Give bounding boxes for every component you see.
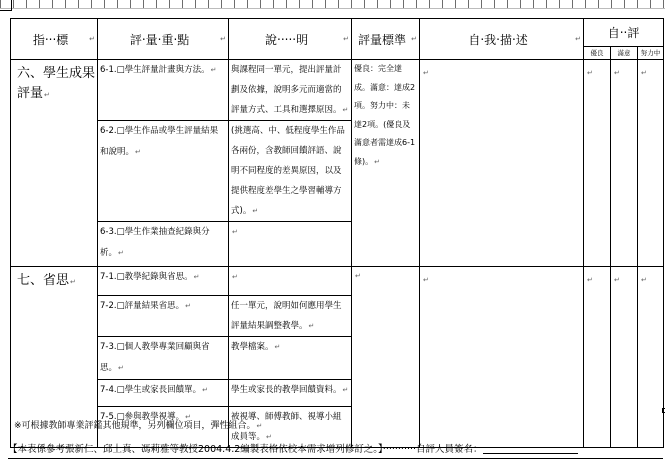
- self-eval-7-satisfactory[interactable]: ↵: [611, 267, 638, 448]
- criteria-7-3: 7-3.□個人教學專業回顧與省思。↵: [98, 337, 229, 380]
- header-criteria: 評‧量‧重‧點 ↵: [98, 19, 229, 60]
- header-standard: 評量標準 ↵: [352, 19, 420, 60]
- criteria-7-5: 7-5.□參與教學視導。↵: [98, 407, 229, 448]
- self-eval-6-excellent[interactable]: ↵: [584, 60, 611, 267]
- criteria-7-2: 7-2.□評量結果省思。↵: [98, 296, 229, 337]
- indicator-section-7: 七、省思↵: [11, 267, 98, 448]
- description-7-3: 教學檔案。↵: [229, 337, 352, 380]
- description-7-4: 學生或家長的教學回饋資料。↵: [229, 380, 352, 407]
- indicator-section-6: 六、學生成果評量↵: [11, 60, 98, 267]
- header-satisfactory: 滿意: [611, 47, 638, 60]
- self-eval-6-needs-work[interactable]: ↵: [638, 60, 664, 267]
- standard-section-7: ↵: [352, 267, 420, 448]
- header-needs-work: 努力中: [638, 47, 664, 60]
- description-7-5: 被視導、師傅教師、視導小組成員等。↵: [229, 407, 352, 448]
- signature-line[interactable]: [483, 453, 578, 454]
- self-eval-7-needs-work[interactable]: ↵: [638, 267, 664, 448]
- description-6-1: 與課程同一單元，提出評量計劃及依據，說明多元而適當的評量方式、工具和選擇原因。↵: [229, 60, 352, 121]
- criteria-6-1: 6-1.□學生評量計畫與方法。↵: [98, 60, 229, 121]
- standard-section-6: 優良：完全達成。滿意：達成2項。努力中：未達2項。(優良及滿意者需達成6-1條)。↵: [352, 60, 420, 267]
- header-description: 說‧‧‧‧‧明 ↵: [229, 19, 352, 60]
- header-self-description: 自‧我‧描‧述 ↵: [420, 19, 584, 60]
- description-7-2: 任一單元，說明如何應用學生評量結果調整教學。↵: [229, 296, 352, 337]
- header-excellent: 優良: [584, 47, 611, 60]
- criteria-7-1: 7-1.□教學紀錄與省思。↵: [98, 267, 229, 296]
- self-description-7[interactable]: ↵: [420, 267, 584, 448]
- criteria-7-4: 7-4.□學生或家長回饋單。↵: [98, 380, 229, 407]
- self-description-6[interactable]: ↵: [420, 60, 584, 267]
- description-6-3: ↵: [229, 222, 352, 267]
- footnote: ※可根據教師專業評鑑其他規準，另列欄位項目，彈性組合。↵: [14, 421, 263, 431]
- criteria-6-3: 6-3.□學生作業抽查紀錄與分析。↵: [98, 222, 229, 267]
- self-eval-7-excellent[interactable]: ↵: [584, 267, 611, 448]
- header-self-eval: 自‧‧評: [584, 19, 664, 47]
- ruler: [0, 0, 665, 9]
- self-eval-6-satisfactory[interactable]: ↵: [611, 60, 638, 267]
- header-row: [11, 19, 664, 47]
- criteria-6-2: 6-2.□學生作品或學生評量結果和說明。↵: [98, 121, 229, 222]
- page-bottom-rule: [8, 458, 663, 459]
- evaluation-table: [10, 18, 664, 448]
- reference-note: 【本表係參考張新仁、邱上真、馮莉雅等教授2004.4.2編製表格依校本需求增列修訂之。】‧‧‧‧‧‧‧‧‧‧‧自評人員簽名：: [8, 441, 578, 455]
- header-indicator: 指‧‧‧標 ↵: [11, 19, 98, 60]
- description-6-2: (挑選高、中、低程度學生作品各兩份，含教師回饋評語、說明不同程度的差異原因，以及提供程度差學生之學習輔導方式)。↵: [229, 121, 352, 222]
- page-corner-mark: [0, 0, 12, 11]
- description-7-1: ↵: [229, 267, 352, 296]
